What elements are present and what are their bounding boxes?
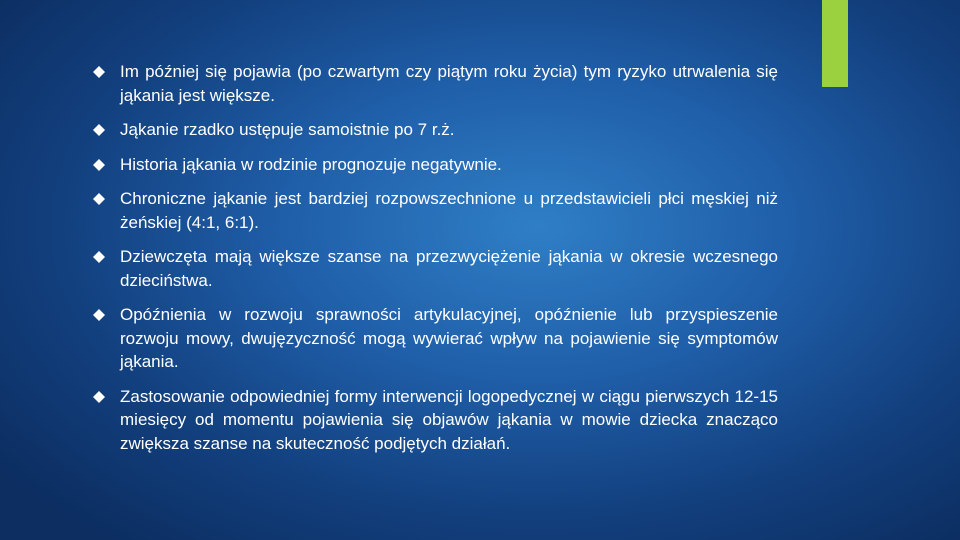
diamond-bullet-icon	[93, 193, 105, 205]
bullet-text: Chroniczne jąkanie jest bardziej rozpowszechnione u przedstawicieli płci męskiej niż żeńskiej (4:1, 6:1).	[120, 189, 778, 232]
diamond-bullet-icon	[93, 159, 105, 171]
diamond-bullet-icon	[93, 391, 105, 403]
bullet-list	[92, 60, 778, 455]
bullet-text: Dziewczęta mają większe szanse na przezwyciężenie jąkania w okresie wczesnego dzieciństwa.	[120, 247, 778, 290]
bullet-item	[92, 60, 778, 107]
bullet-text: Opóźnienia w rozwoju sprawności artykulacyjnej, opóźnienie lub przyspieszenie rozwoju mowy, dwujęzyczność mogą wywierać wpływ na pojawienie się symptomów jąkania.	[120, 305, 778, 371]
bullet-text: Im później się pojawia (po czwartym czy piątym roku życia) tym ryzyko utrwalenia się jąkania jest większe.	[120, 62, 778, 105]
diamond-bullet-icon	[93, 124, 105, 136]
bullet-text: Zastosowanie odpowiedniej formy interwencji logopedycznej w ciągu pierwszych 12-15 miesięcy od momentu pojawienia się objawów jąkania w mowie dziecka znacząco zwiększa szanse na skuteczność podjętych działań.	[120, 386, 778, 453]
diamond-bullet-icon	[93, 309, 105, 321]
bullet-text: Historia jąkania w rodzinie prognozuje negatywnie.	[120, 154, 502, 174]
accent-bar	[822, 0, 848, 87]
bullet-item	[92, 153, 778, 177]
diamond-bullet-icon	[93, 251, 105, 263]
diamond-bullet-icon	[93, 66, 105, 78]
bullet-item	[92, 245, 778, 292]
bullet-item	[92, 303, 778, 374]
bullet-item	[92, 118, 778, 142]
bullet-item	[92, 385, 778, 456]
bullet-text: Jąkanie rzadko ustępuje samoistnie po 7 r.ż.	[120, 120, 455, 139]
bullet-item	[92, 187, 778, 234]
